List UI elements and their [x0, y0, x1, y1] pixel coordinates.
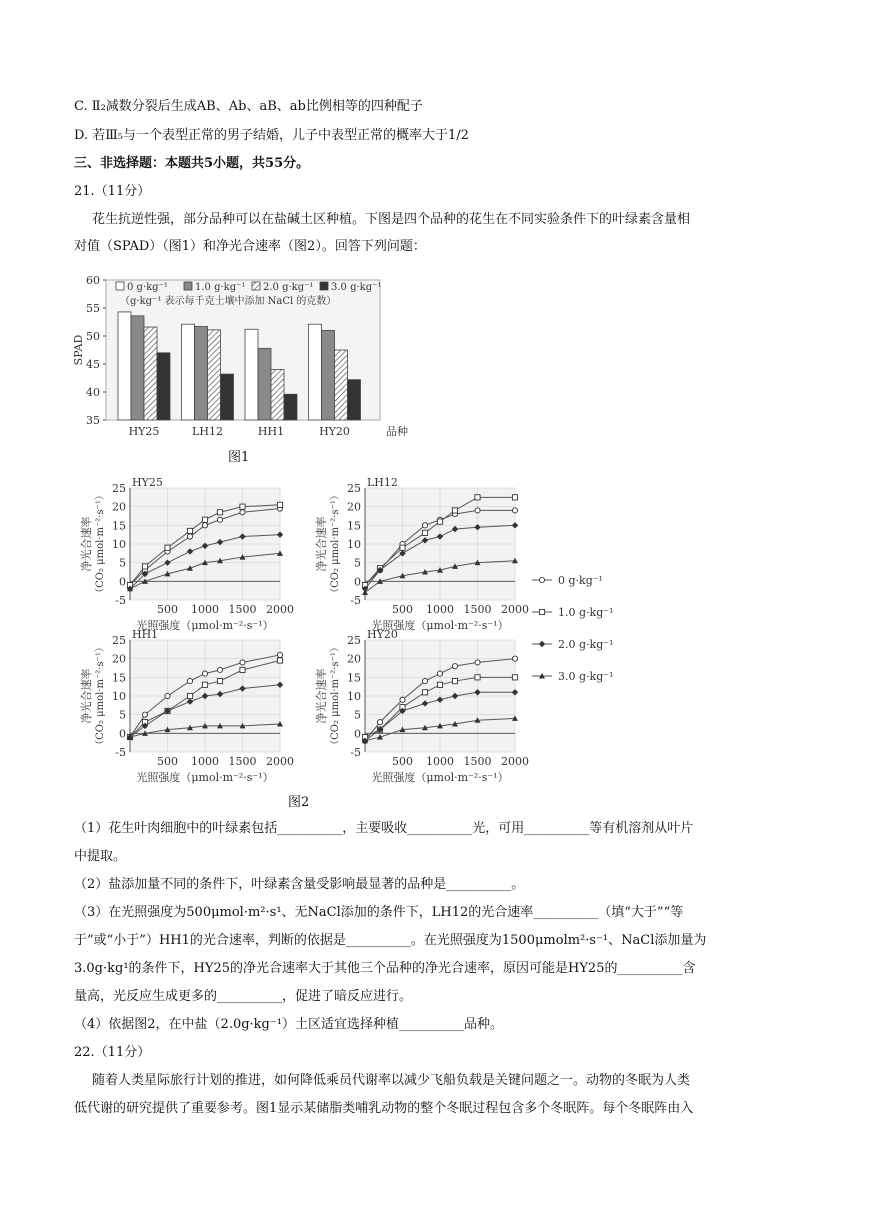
data-point	[422, 690, 427, 695]
data-point	[187, 693, 192, 698]
x-tick-label: 2000	[266, 603, 294, 616]
x-tick-label: 1500	[463, 755, 492, 768]
data-point	[277, 658, 282, 663]
y-tick-label: 20	[112, 652, 126, 666]
option-d: D. 若Ⅲ₅与一个表型正常的男子结婚，儿子中表型正常的概率大于1/2	[74, 128, 469, 143]
data-point	[437, 671, 442, 676]
line-chart-panel	[79, 628, 294, 784]
y-tick-label: 35	[86, 414, 100, 427]
x-tick-label: HH1	[257, 425, 285, 438]
legend-label: 3.0 g·kg⁻¹	[558, 670, 614, 683]
y-tick-label: 45	[86, 358, 100, 371]
y-tick-label: 10	[347, 690, 361, 703]
x-tick-label: 500	[392, 603, 413, 616]
subquestion-3-cont: 量高，光反应生成更多的__________，促进了暗反应进行。	[74, 989, 413, 1004]
y-axis-unit: （CO₂ μmol·m⁻²·s⁻¹）	[330, 642, 341, 750]
y-tick-label: -5	[350, 746, 361, 759]
data-point	[240, 660, 245, 665]
bar	[221, 374, 234, 420]
data-point	[217, 510, 222, 515]
y-axis-unit: （CO₂ μmol·m⁻²·s⁻¹）	[95, 490, 106, 598]
legend-label: 1.0 g·kg⁻¹	[195, 282, 246, 293]
x-axis-label: 品种	[386, 425, 408, 438]
legend-label: 3.0 g·kg⁻¹	[331, 282, 382, 293]
y-tick-label: 0	[119, 727, 126, 741]
data-point	[217, 667, 222, 672]
bar	[118, 312, 131, 420]
bar	[322, 330, 335, 420]
y-axis-label: 净光合速率	[315, 516, 328, 572]
option-c: C. Ⅱ₂减数分裂后生成AB、Ab、aB、ab比例相等的四种配子	[74, 99, 423, 114]
y-tick-label: 20	[347, 652, 361, 666]
y-axis-label: 净光合速率	[80, 668, 93, 724]
legend-swatch	[252, 282, 260, 290]
figure-1-bar-chart	[70, 264, 408, 440]
data-point	[202, 682, 207, 687]
x-tick-label: 500	[157, 603, 178, 616]
y-tick-label: 10	[112, 538, 126, 551]
x-tick-label: 2000	[501, 755, 529, 768]
question-21-number: 21.（11分）	[74, 184, 151, 199]
data-point	[512, 675, 517, 680]
data-point	[187, 528, 192, 533]
panel-title: HH1	[132, 628, 159, 641]
legend-label: 0 g·kg⁻¹	[127, 282, 168, 293]
data-point	[400, 697, 405, 702]
data-point	[452, 678, 457, 683]
data-point	[452, 508, 457, 513]
y-tick-label: 10	[112, 690, 126, 703]
figure-2-line-charts	[70, 474, 630, 784]
data-point	[475, 508, 480, 513]
x-tick-label: 1000	[426, 603, 454, 616]
panel-title: HY25	[132, 476, 163, 489]
data-point	[512, 495, 517, 500]
y-tick-label: -5	[115, 746, 126, 759]
question-22-paragraph: 随着人类星际旅行计划的推进，如何降低乘员代谢率以减少飞船负载是关键问题之一。动物的冬眠为人类	[92, 1073, 691, 1088]
x-axis-label: 光照强度（μmol·m⁻²·s⁻¹）	[371, 771, 509, 784]
y-tick-label: -5	[115, 594, 126, 607]
data-point	[165, 545, 170, 550]
bar	[182, 324, 195, 420]
question-21-paragraph: 花生抗逆性强，部分品种可以在盐碱土区种植。下图是四个品种的花生在不同实验条件下的叶绿素含量相	[92, 212, 691, 227]
y-axis-unit: （CO₂ μmol·m⁻²·s⁻¹）	[95, 642, 106, 750]
data-point	[400, 545, 405, 550]
y-tick-label: 20	[347, 500, 361, 514]
question-21-paragraph: 对值（SPAD）（图1）和净光合速率（图2）。回答下列问题：	[74, 239, 426, 254]
bar	[157, 353, 170, 420]
y-tick-label: 20	[112, 500, 126, 514]
legend-label: 0 g·kg⁻¹	[558, 574, 603, 587]
data-point	[277, 652, 282, 657]
bar	[144, 327, 157, 420]
question-22-paragraph: 低代谢的研究提供了重要参考。图1显示某储脂类哺乳动物的整个冬眠过程包含多个冬眠阵。每个冬眠阵由入	[74, 1101, 694, 1116]
data-point	[277, 502, 282, 507]
x-tick-label: HY20	[319, 425, 350, 438]
bar	[131, 316, 144, 420]
data-point	[422, 523, 427, 528]
y-tick-label: 40	[86, 386, 100, 399]
data-point	[475, 675, 480, 680]
section-heading: 三、非选择题：本题共5小题，共55分。	[74, 156, 310, 171]
y-tick-label: 5	[354, 708, 361, 722]
subquestion-2: （2）盐添加量不同的条件下，叶绿素含量受影响最显著的品种是__________。	[74, 877, 525, 892]
y-tick-label: 55	[86, 302, 100, 315]
x-tick-label: HY25	[128, 425, 160, 438]
data-point	[202, 523, 207, 528]
y-tick-label: 60	[86, 274, 100, 287]
data-point	[539, 577, 544, 582]
data-point	[142, 712, 147, 717]
data-point	[187, 678, 192, 683]
data-point	[539, 609, 544, 614]
data-point	[217, 678, 222, 683]
subquestion-4: （4）依据图2，在中盐（2.0g·kg⁻¹）土区适宜选择种植__________品种。	[74, 1017, 503, 1032]
subquestion-3-cont: 于”或“小于”）HH1的光合速率，判断的依据是__________。在光照强度为1500μmolm²·s⁻¹、NaCl添加量为	[74, 933, 707, 948]
y-axis-label: SPAD	[72, 334, 85, 366]
subquestion-1-cont: 中提取。	[74, 849, 127, 864]
subquestion-3-cont: 3.0g·kg¹的条件下，HY25的净光合速率大于其他三个品种的净光合速率，原因可能是HY25的__________含	[74, 961, 696, 976]
data-point	[377, 720, 382, 725]
data-point	[475, 495, 480, 500]
figure-1-caption: 图1	[228, 450, 250, 465]
y-tick-label: 15	[112, 519, 126, 533]
data-point	[512, 508, 517, 513]
subquestion-3: （3）在光照强度为500μmol·m²·s¹、无NaCl添加的条件下，LH12的光合速率__________（填“大于”“等	[74, 905, 684, 920]
x-axis-label: 光照强度（μmol·m⁻²·s⁻¹）	[136, 771, 274, 784]
y-tick-label: 0	[354, 727, 361, 741]
legend-label: 2.0 g·kg⁻¹	[263, 282, 314, 293]
bar	[195, 326, 208, 420]
data-point	[240, 667, 245, 672]
data-point	[165, 693, 170, 698]
bar	[348, 380, 361, 420]
x-tick-label: 2000	[501, 603, 529, 616]
y-tick-label: 5	[354, 556, 361, 570]
legend-label: 2.0 g·kg⁻¹	[558, 638, 614, 651]
data-point	[142, 564, 147, 569]
y-axis-unit: （CO₂ μmol·m⁻²·s⁻¹）	[330, 490, 341, 598]
y-tick-label: 25	[347, 482, 361, 495]
y-tick-label: 25	[112, 482, 126, 495]
x-tick-label: LH12	[192, 425, 223, 438]
y-tick-label: 5	[119, 556, 126, 570]
panel-title: LH12	[367, 476, 398, 489]
x-axis-label: 光照强度（μmol·m⁻²·s⁻¹）	[371, 619, 509, 632]
bar	[335, 350, 348, 420]
data-point	[217, 517, 222, 522]
data-point	[475, 660, 480, 665]
data-point	[240, 504, 245, 509]
y-tick-label: 15	[347, 519, 361, 533]
data-point	[539, 641, 545, 647]
x-tick-label: 1500	[463, 603, 492, 616]
bar	[258, 348, 271, 420]
x-tick-label: 1500	[228, 603, 257, 616]
y-axis-label: 净光合速率	[315, 668, 328, 724]
y-tick-label: 10	[347, 538, 361, 551]
x-tick-label: 1000	[191, 603, 219, 616]
data-point	[240, 510, 245, 515]
bar	[245, 329, 258, 420]
data-point	[202, 517, 207, 522]
y-tick-label: 15	[347, 671, 361, 685]
y-tick-label: 15	[112, 671, 126, 685]
y-tick-label: -5	[350, 594, 361, 607]
y-tick-label: 25	[347, 634, 361, 647]
bar	[309, 324, 322, 420]
data-point	[437, 682, 442, 687]
bar	[208, 330, 221, 420]
y-tick-label: 25	[112, 634, 126, 647]
data-point	[187, 534, 192, 539]
bar	[284, 394, 297, 420]
y-tick-label: 50	[86, 330, 100, 343]
x-tick-label: 1500	[228, 755, 257, 768]
x-tick-label: 500	[157, 755, 178, 768]
data-point	[452, 664, 457, 669]
legend-swatch	[184, 282, 192, 290]
figure-2-caption: 图2	[288, 795, 310, 810]
legend-note: （g·kg⁻¹ 表示每千克土壤中添加 NaCl 的克数）	[120, 296, 337, 307]
data-point	[512, 656, 517, 661]
y-axis-label: 净光合速率	[80, 516, 93, 572]
y-tick-label: 0	[119, 575, 126, 589]
x-tick-label: 500	[392, 755, 413, 768]
y-tick-label: 0	[354, 575, 361, 589]
x-tick-label: 2000	[266, 755, 294, 768]
legend-swatch	[116, 282, 124, 290]
line-chart-panel	[314, 628, 529, 784]
data-point	[437, 519, 442, 524]
panel-title: HY20	[367, 628, 398, 641]
legend-label: 1.0 g·kg⁻¹	[558, 606, 614, 619]
y-tick-label: 5	[119, 708, 126, 722]
line-chart-panel	[314, 476, 529, 632]
data-point	[422, 678, 427, 683]
bar	[271, 370, 284, 420]
question-22-number: 22.（11分）	[74, 1045, 151, 1060]
data-point	[202, 671, 207, 676]
line-chart-panel	[79, 476, 294, 632]
subquestion-1: （1）花生叶肉细胞中的叶绿素包括__________，主要吸收__________光，可用__________等有机溶剂从叶片	[74, 821, 694, 836]
data-point	[422, 530, 427, 535]
x-axis-label: 光照强度（μmol·m⁻²·s⁻¹）	[136, 619, 274, 632]
x-tick-label: 1000	[191, 755, 219, 768]
legend-swatch	[320, 282, 328, 290]
x-tick-label: 1000	[426, 755, 454, 768]
